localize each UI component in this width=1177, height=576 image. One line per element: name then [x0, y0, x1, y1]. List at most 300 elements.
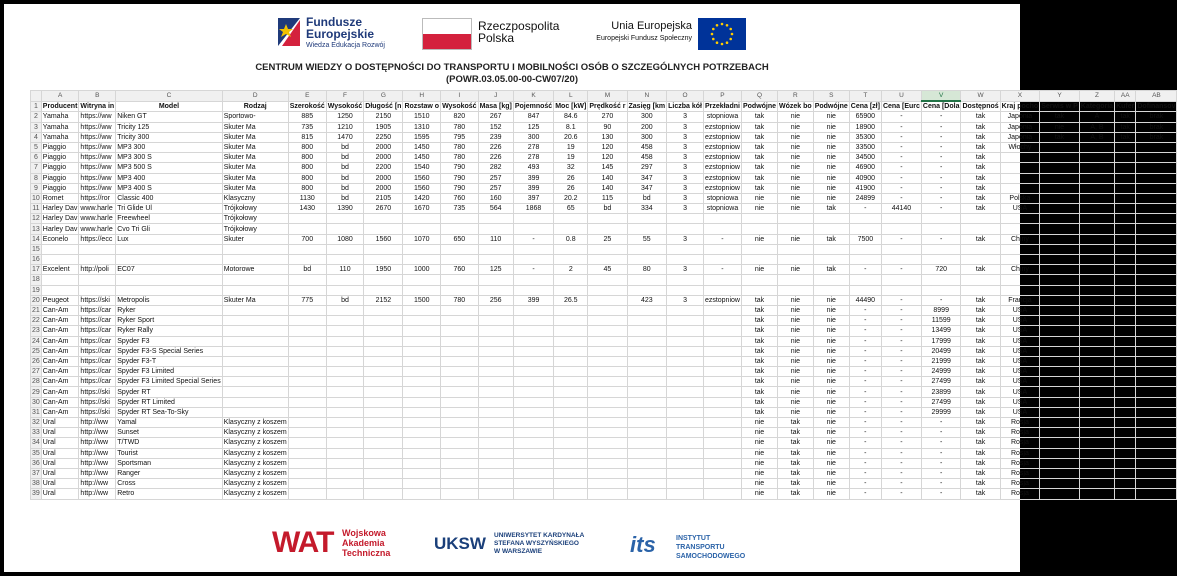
cell[interactable]: 115 [588, 193, 627, 203]
cell[interactable] [364, 428, 403, 438]
cell[interactable]: 1540 [403, 163, 441, 173]
cell[interactable]: - [881, 265, 921, 275]
cell[interactable] [364, 407, 403, 417]
cell[interactable]: Rosja [1000, 418, 1040, 428]
cell[interactable]: nie [778, 356, 814, 366]
cell[interactable] [627, 275, 667, 285]
cell[interactable] [1079, 367, 1114, 377]
column-letter[interactable]: P [703, 91, 741, 102]
cell[interactable] [703, 387, 741, 397]
cell[interactable] [1040, 438, 1080, 448]
cell[interactable]: 800 [288, 173, 326, 183]
cell[interactable] [703, 346, 741, 356]
cell[interactable] [961, 255, 1000, 265]
header-cell[interactable]: Liczba kół [668, 103, 702, 111]
cell[interactable] [403, 255, 441, 265]
cell[interactable] [441, 336, 479, 346]
cell[interactable] [1115, 183, 1136, 193]
cell[interactable] [364, 448, 403, 458]
cell[interactable]: Niken GT [116, 112, 223, 122]
cell[interactable] [513, 458, 553, 468]
cell[interactable] [1079, 438, 1114, 448]
cell[interactable] [1079, 244, 1114, 254]
cell[interactable]: tak [741, 316, 777, 326]
cell[interactable]: Sportsman [116, 458, 223, 468]
cell[interactable] [364, 346, 403, 356]
cell[interactable]: tak [741, 132, 777, 142]
cell[interactable] [627, 305, 667, 315]
cell[interactable]: tak [1040, 132, 1080, 142]
cell[interactable]: USA [1000, 356, 1040, 366]
row-number[interactable]: 2 [31, 112, 42, 122]
row-number[interactable]: 33 [32, 429, 40, 437]
cell[interactable]: Skuter Ma [222, 122, 288, 132]
cell[interactable] [554, 356, 588, 366]
cell[interactable] [1079, 285, 1114, 295]
cell[interactable]: Yamal [116, 418, 223, 428]
cell[interactable] [1040, 173, 1080, 183]
cell[interactable]: 1500 [403, 295, 441, 305]
cell[interactable]: Klasyczny z koszem [223, 470, 287, 478]
cell[interactable] [921, 244, 961, 254]
cell[interactable] [326, 387, 364, 397]
cell[interactable]: brak [1136, 112, 1177, 122]
cell[interactable] [588, 295, 627, 305]
cell[interactable]: nie [778, 173, 814, 183]
cell[interactable]: nie [813, 418, 849, 428]
cell[interactable] [921, 255, 961, 265]
cell[interactable]: 1560 [403, 173, 441, 183]
cell[interactable]: 7500 [849, 234, 881, 244]
cell[interactable]: https://ww [79, 112, 116, 122]
cell[interactable]: tak [741, 122, 777, 132]
cell[interactable] [478, 377, 513, 387]
cell[interactable]: http://ww [79, 458, 116, 468]
cell[interactable] [116, 275, 223, 285]
cell[interactable] [1079, 214, 1114, 224]
cell[interactable]: 397 [513, 193, 553, 203]
cell[interactable]: - [881, 122, 921, 132]
cell[interactable]: nie [813, 468, 849, 478]
cell[interactable]: 120 [588, 153, 627, 163]
column-letter[interactable]: H [403, 91, 441, 102]
cell[interactable]: 820 [441, 112, 479, 122]
cell[interactable] [1136, 407, 1177, 417]
cell[interactable] [1000, 275, 1040, 285]
cell[interactable]: bd [326, 295, 364, 305]
cell[interactable] [441, 356, 479, 366]
cell[interactable]: Freewheel [116, 214, 223, 224]
cell[interactable] [703, 336, 741, 346]
cell[interactable] [441, 326, 479, 336]
cell[interactable] [588, 387, 627, 397]
cell[interactable] [1136, 295, 1177, 305]
cell[interactable] [588, 397, 627, 407]
cell[interactable]: tak [741, 142, 777, 152]
cell[interactable] [478, 336, 513, 346]
cell[interactable] [513, 397, 553, 407]
cell[interactable] [627, 418, 667, 428]
cell[interactable]: tak [813, 265, 849, 275]
cell[interactable]: tak [741, 397, 777, 407]
cell[interactable]: 257 [478, 183, 513, 193]
cell[interactable]: - [849, 479, 881, 489]
cell[interactable]: 347 [627, 183, 667, 193]
cell[interactable]: Spyder F3 [116, 336, 223, 346]
cell[interactable]: - [849, 377, 881, 387]
cell[interactable] [326, 407, 364, 417]
cell[interactable]: 790 [441, 173, 479, 183]
cell[interactable]: - [881, 305, 921, 315]
cell[interactable] [441, 244, 479, 254]
cell[interactable] [1040, 214, 1080, 224]
cell[interactable]: tak [741, 377, 777, 387]
cell[interactable]: - [881, 397, 921, 407]
cell[interactable] [1115, 316, 1136, 326]
cell[interactable]: ezstopniow [704, 184, 740, 192]
cell[interactable]: Rosja [1000, 489, 1040, 499]
cell[interactable]: nie [813, 428, 849, 438]
cell[interactable]: 720 [921, 265, 961, 275]
row-number[interactable]: 18 [32, 276, 40, 284]
cell[interactable]: 256 [478, 295, 513, 305]
cell[interactable] [1040, 316, 1080, 326]
cell[interactable] [554, 387, 588, 397]
cell[interactable] [1136, 377, 1177, 387]
cell[interactable]: 17999 [921, 336, 961, 346]
cell[interactable]: nie [813, 336, 849, 346]
cell[interactable] [326, 275, 364, 285]
cell[interactable] [667, 489, 704, 499]
cell[interactable] [627, 407, 667, 417]
cell[interactable]: Rosja [1000, 438, 1040, 448]
cell[interactable] [513, 316, 553, 326]
cell[interactable]: - [849, 367, 881, 377]
cell[interactable]: https://car [79, 316, 116, 326]
row-number[interactable]: 8 [31, 173, 42, 183]
cell[interactable]: tak [961, 377, 1000, 387]
cell[interactable]: 300 [627, 132, 667, 142]
cell[interactable]: - [849, 397, 881, 407]
header-cell[interactable]: Podwójne [742, 103, 777, 111]
cell[interactable] [326, 367, 364, 377]
cell[interactable] [703, 367, 741, 377]
cell[interactable]: nie [813, 326, 849, 336]
cell[interactable] [1136, 468, 1177, 478]
cell[interactable] [588, 438, 627, 448]
cell[interactable]: - [881, 326, 921, 336]
cell[interactable] [41, 275, 79, 285]
cell[interactable] [478, 305, 513, 315]
cell[interactable]: Klasyczny z koszem [223, 429, 287, 437]
row-number[interactable]: 7 [31, 163, 42, 173]
cell[interactable] [1040, 428, 1080, 438]
cell[interactable]: https://car [79, 377, 116, 387]
cell[interactable]: nie [813, 367, 849, 377]
cell[interactable] [288, 346, 326, 356]
cell[interactable]: - [881, 163, 921, 173]
cell[interactable]: tak [961, 438, 1000, 448]
cell[interactable] [288, 326, 326, 336]
cell[interactable] [403, 458, 441, 468]
cell[interactable]: 2 [554, 265, 588, 275]
cell[interactable]: 493 [513, 163, 553, 173]
cell[interactable] [478, 326, 513, 336]
cell[interactable]: - [921, 173, 961, 183]
cell[interactable]: 3 [667, 112, 704, 122]
cell[interactable]: - [881, 142, 921, 152]
cell[interactable]: tak [778, 438, 814, 448]
cell[interactable] [1000, 255, 1040, 265]
cell[interactable] [364, 458, 403, 468]
cell[interactable] [1040, 193, 1080, 203]
cell[interactable] [403, 224, 441, 234]
cell[interactable] [667, 458, 704, 468]
cell[interactable] [1040, 458, 1080, 468]
cell[interactable]: 270 [588, 112, 627, 122]
cell[interactable] [441, 397, 479, 407]
cell[interactable]: http://poli [79, 265, 116, 275]
cell[interactable]: USA [1000, 387, 1040, 397]
cell[interactable]: 2000 [364, 142, 403, 152]
cell[interactable]: - [849, 316, 881, 326]
cell[interactable] [741, 244, 777, 254]
row-number[interactable]: 13 [32, 225, 40, 233]
cell[interactable] [513, 418, 553, 428]
cell[interactable] [1079, 377, 1114, 387]
cell[interactable]: - [921, 142, 961, 152]
cell[interactable]: 40900 [849, 173, 881, 183]
cell[interactable]: - [881, 387, 921, 397]
column-letter[interactable]: S [813, 91, 849, 102]
cell[interactable] [667, 285, 704, 295]
cell[interactable]: nie [813, 387, 849, 397]
cell[interactable]: 399 [513, 173, 553, 183]
cell[interactable]: https://ww [79, 153, 116, 163]
cell[interactable]: nie [741, 418, 777, 428]
cell[interactable]: - [881, 458, 921, 468]
cell[interactable]: 32 [554, 163, 588, 173]
column-letter[interactable]: D [222, 91, 288, 102]
cell[interactable]: 8.1 [554, 122, 588, 132]
column-letter[interactable]: X [1000, 91, 1040, 102]
cell[interactable] [667, 448, 704, 458]
cell[interactable]: 27499 [921, 397, 961, 407]
row-number[interactable]: 16 [32, 256, 40, 264]
cell[interactable] [478, 224, 513, 234]
cell[interactable]: Yamaha [41, 112, 79, 122]
header-cell[interactable]: Kraj pocho [1001, 103, 1039, 111]
cell[interactable] [1040, 183, 1080, 193]
cell[interactable] [1079, 479, 1114, 489]
cell[interactable] [778, 244, 814, 254]
cell[interactable] [403, 489, 441, 499]
cell[interactable] [627, 387, 667, 397]
cell[interactable]: 267 [478, 112, 513, 122]
cell[interactable]: nie [778, 387, 814, 397]
cell[interactable] [1115, 356, 1136, 366]
cell[interactable]: 800 [288, 183, 326, 193]
cell[interactable] [1079, 275, 1114, 285]
cell[interactable] [703, 397, 741, 407]
cell[interactable]: tak [741, 153, 777, 163]
cell[interactable]: bd [326, 163, 364, 173]
cell[interactable]: nie [813, 448, 849, 458]
cell[interactable] [1040, 479, 1080, 489]
cell[interactable] [513, 367, 553, 377]
cell[interactable]: https://car [79, 336, 116, 346]
cell[interactable] [288, 356, 326, 366]
cell[interactable] [326, 346, 364, 356]
cell[interactable]: MP3 300 [116, 142, 223, 152]
cell[interactable]: tak [961, 132, 1000, 142]
cell[interactable]: https://car [79, 367, 116, 377]
cell[interactable]: USA [1000, 397, 1040, 407]
cell[interactable]: USA [1000, 336, 1040, 346]
header-cell[interactable]: Pojemność [514, 103, 553, 111]
cell[interactable]: Metropolis [116, 295, 223, 305]
cell[interactable] [1136, 367, 1177, 377]
cell[interactable] [1079, 193, 1114, 203]
cell[interactable]: www.harle [79, 224, 116, 234]
column-letter[interactable]: C [116, 91, 223, 102]
cell[interactable]: Can-Am [41, 367, 79, 377]
cell[interactable] [222, 305, 288, 315]
cell[interactable] [627, 428, 667, 438]
cell[interactable] [778, 275, 814, 285]
cell[interactable]: https://ww [79, 163, 116, 173]
column-letter[interactable]: K [513, 91, 553, 102]
cell[interactable]: 780 [441, 122, 479, 132]
row-number[interactable]: 6 [31, 153, 42, 163]
cell[interactable] [364, 418, 403, 428]
header-cell[interactable]: Serwis w P [1041, 103, 1078, 111]
cell[interactable] [881, 214, 921, 224]
cell[interactable]: Klasyczny z koszem [223, 449, 287, 457]
cell[interactable]: Sunset [116, 428, 223, 438]
cell[interactable] [667, 224, 704, 234]
cell[interactable]: Trójkołowy [222, 224, 288, 234]
cell[interactable] [116, 285, 223, 295]
cell[interactable] [1040, 468, 1080, 478]
cell[interactable] [513, 489, 553, 499]
cell[interactable]: http://ww [79, 489, 116, 499]
cell[interactable] [1115, 214, 1136, 224]
cell[interactable]: tak [961, 407, 1000, 417]
cell[interactable] [441, 367, 479, 377]
cell[interactable]: Tricity 300 [116, 132, 223, 142]
cell[interactable]: http://ww [79, 418, 116, 428]
cell[interactable]: Włochy [1000, 142, 1040, 152]
header-cell[interactable]: Cena [Eurc [882, 103, 920, 111]
cell[interactable] [1136, 479, 1177, 489]
row-number[interactable]: 11 [32, 205, 40, 213]
cell[interactable]: Piaggio [41, 153, 79, 163]
cell[interactable]: Spyder F3-S Special Series [116, 346, 223, 356]
cell[interactable] [1079, 489, 1114, 499]
cell[interactable]: Can-Am [41, 316, 79, 326]
cell[interactable]: 3 [667, 265, 704, 275]
cell[interactable] [1115, 468, 1136, 478]
row-number[interactable]: 34 [32, 439, 40, 447]
cell[interactable] [627, 316, 667, 326]
cell[interactable]: nie [813, 407, 849, 417]
cell[interactable] [222, 356, 288, 366]
cell[interactable] [554, 326, 588, 336]
cell[interactable]: bd [326, 183, 364, 193]
cell[interactable] [703, 407, 741, 417]
cell[interactable]: Japonia [1000, 112, 1040, 122]
cell[interactable] [513, 479, 553, 489]
cell[interactable]: tak [961, 418, 1000, 428]
cell[interactable]: Excelent [41, 265, 79, 275]
column-letter[interactable]: O [667, 91, 704, 102]
cell[interactable] [513, 336, 553, 346]
cell[interactable] [554, 367, 588, 377]
cell[interactable] [1079, 265, 1114, 275]
cell[interactable] [513, 407, 553, 417]
cell[interactable] [1000, 214, 1040, 224]
cell[interactable] [1115, 448, 1136, 458]
cell[interactable] [1115, 224, 1136, 234]
cell[interactable]: - [921, 458, 961, 468]
cell[interactable]: nie [813, 356, 849, 366]
cell[interactable]: bd [326, 173, 364, 183]
cell[interactable] [403, 346, 441, 356]
cell[interactable] [1040, 265, 1080, 275]
cell[interactable]: 1510 [403, 112, 441, 122]
column-letter[interactable]: B [79, 91, 116, 102]
cell[interactable] [667, 356, 704, 366]
cell[interactable]: https://car [79, 326, 116, 336]
row-number[interactable]: 5 [31, 142, 42, 152]
cell[interactable]: nie [813, 458, 849, 468]
cell[interactable]: - [881, 112, 921, 122]
cell[interactable]: - [703, 265, 741, 275]
cell[interactable] [961, 214, 1000, 224]
cell[interactable]: ezstopniow [704, 174, 740, 182]
cell[interactable]: https://ww [79, 132, 116, 142]
cell[interactable] [403, 214, 441, 224]
header-cell[interactable]: Zasięg [km [628, 103, 666, 111]
cell[interactable] [1115, 489, 1136, 499]
cell[interactable] [513, 438, 553, 448]
column-letter[interactable]: U [881, 91, 921, 102]
cell[interactable] [288, 407, 326, 417]
cell[interactable] [1115, 458, 1136, 468]
cell[interactable] [1115, 377, 1136, 387]
cell[interactable]: - [921, 428, 961, 438]
column-letter[interactable]: W [961, 91, 1000, 102]
cell[interactable] [961, 285, 1000, 295]
row-number[interactable]: 21 [32, 307, 40, 315]
cell[interactable] [588, 479, 627, 489]
cell[interactable] [326, 336, 364, 346]
cell[interactable] [326, 489, 364, 499]
cell[interactable] [1079, 468, 1114, 478]
cell[interactable]: https://ski [79, 397, 116, 407]
cell[interactable] [1115, 173, 1136, 183]
cell[interactable] [1040, 336, 1080, 346]
cell[interactable] [441, 305, 479, 315]
cell[interactable]: - [881, 346, 921, 356]
cell[interactable]: - [881, 438, 921, 448]
cell[interactable] [364, 224, 403, 234]
column-letter[interactable]: T [849, 91, 881, 102]
cell[interactable] [588, 316, 627, 326]
cell[interactable]: tak [778, 458, 814, 468]
cell[interactable] [478, 346, 513, 356]
